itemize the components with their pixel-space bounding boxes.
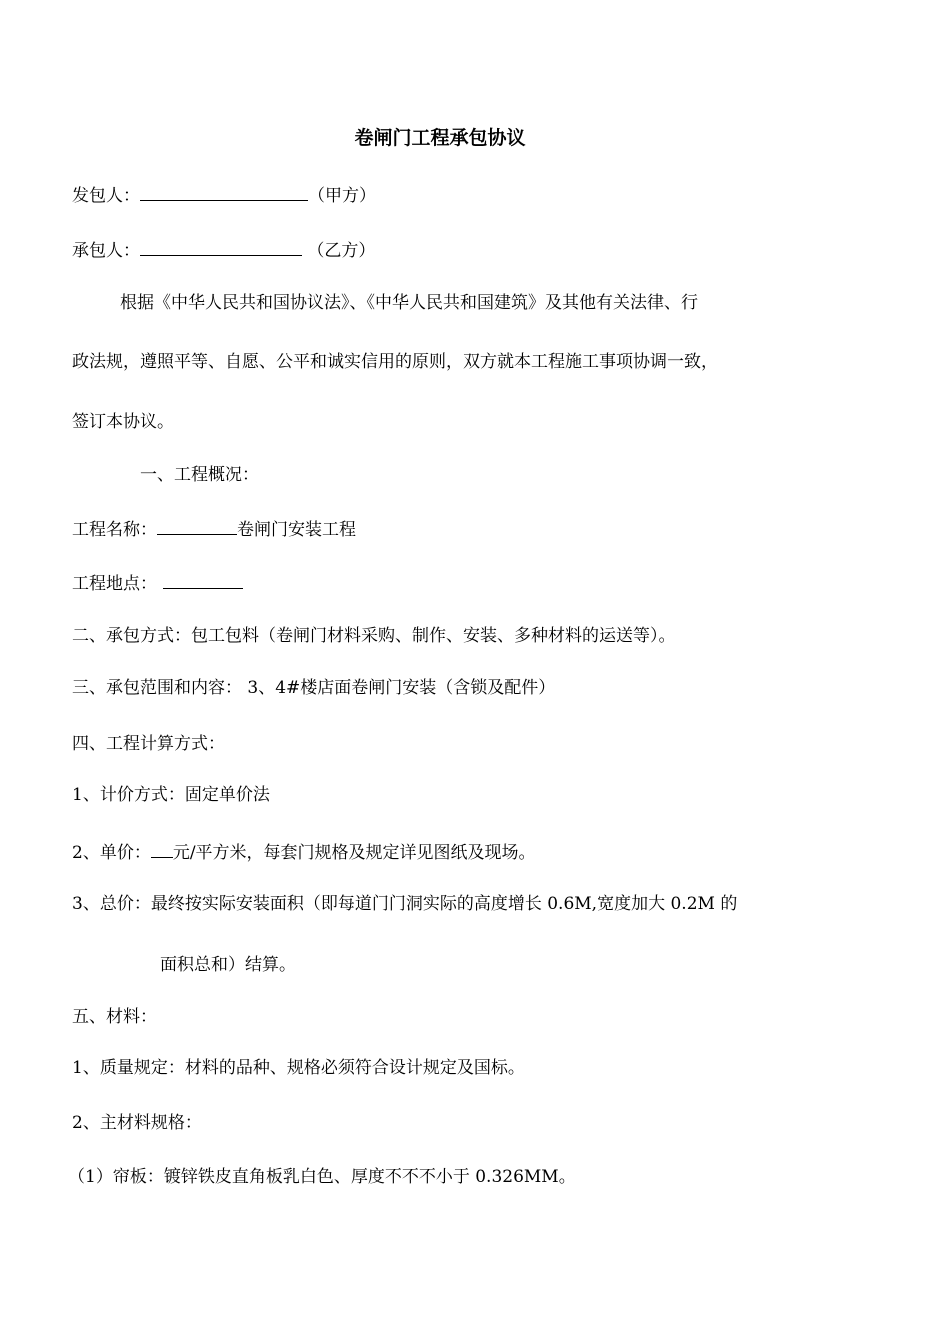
project-name-blank[interactable] <box>157 516 237 535</box>
item-5-2-1: （1）帘板：镀锌铁皮直角板乳白色、厚度不不不小于 0.326MM。 <box>68 1167 576 1187</box>
section-1-heading: 一、工程概况： <box>140 465 259 485</box>
item-4-3-line-2: 面积总和）结算。 <box>160 955 296 975</box>
project-location-line <box>72 570 243 595</box>
item-4-3-line-1: 3、总价：最终按实际安装面积（即每道门门洞实际的高度增长 0.6M,宽度加大 0.2M 的 <box>72 894 738 914</box>
employer-label: 发包人： <box>72 186 140 206</box>
section-2: 二、承包方式：包工包料（卷闸门材料采购、制作、安装、多种材料的运送等）。 <box>72 626 676 646</box>
project-name-label: 工程名称： <box>72 520 157 540</box>
contractor-suffix: （乙方） <box>302 241 376 261</box>
intro-line-3: 签订本协议。 <box>72 412 174 432</box>
section-3: 三、承包范围和内容： 3、4#楼店面卷闸门安装（含锁及配件） <box>72 678 556 698</box>
employer-suffix: （甲方） <box>308 186 376 206</box>
item-5-2: 2、主材料规格： <box>72 1113 202 1133</box>
project-name-value: 卷闸门安装工程 <box>237 520 356 540</box>
item-4-2-prefix: 2、单价： <box>72 843 151 863</box>
item-4-2 <box>72 839 536 864</box>
project-location-label: 工程地点： <box>72 574 157 594</box>
project-location-blank[interactable] <box>163 570 243 589</box>
section-5-heading: 五、材料： <box>72 1007 157 1027</box>
contractor-label: 承包人： <box>72 241 140 261</box>
contractor-blank[interactable] <box>140 237 302 256</box>
unit-price-blank[interactable] <box>151 839 173 858</box>
project-name-line <box>72 516 356 541</box>
document-title: 卷闸门工程承包协议 <box>354 127 526 149</box>
intro-line-1: 根据《中华人民共和国协议法》、《中华人民共和国建筑》及其他有关法律、行 <box>120 293 698 313</box>
contractor-line <box>72 237 375 262</box>
intro-line-2: 政法规，遵照平等、自愿、公平和诚实信用的原则，双方就本工程施工事项协调一致， <box>72 352 718 372</box>
section-4-heading: 四、工程计算方式： <box>72 734 225 754</box>
item-4-1: 1、计价方式：固定单价法 <box>72 785 270 805</box>
item-5-1: 1、质量规定：材料的品种、规格必须符合设计规定及国标。 <box>72 1058 525 1078</box>
item-4-2-suffix: 元/平方米，每套门规格及规定详见图纸及现场。 <box>172 843 536 863</box>
employer-line <box>72 182 376 207</box>
employer-blank[interactable] <box>140 182 308 201</box>
